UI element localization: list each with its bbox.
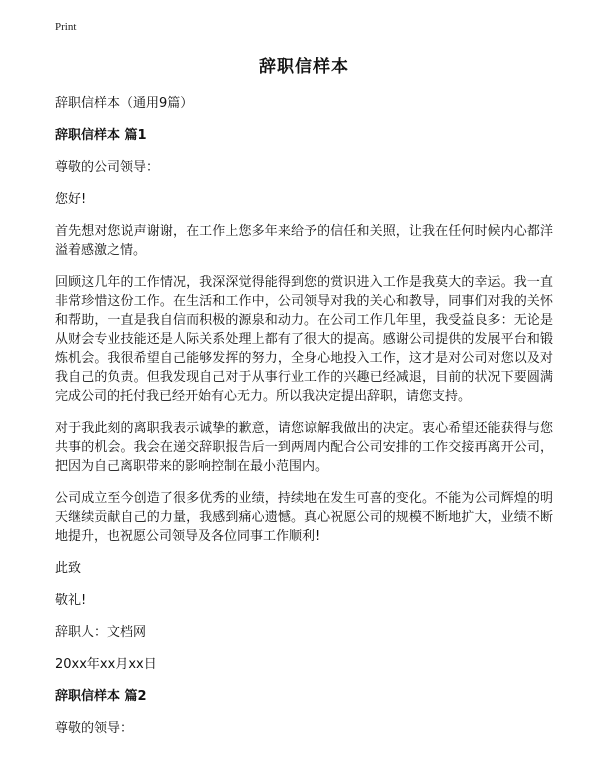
section-heading-1: 辞职信样本 篇1 bbox=[55, 128, 147, 143]
date: 20xx年xx月xx日 bbox=[55, 657, 157, 672]
closing-line-1: 此致 bbox=[55, 561, 82, 576]
paragraph-4: 公司成立至今创造了很多优秀的业绩，持续地在发生可喜的变化。不能为公司辉煌的明天继续贡献自己的力量，我感到痛心遗憾。真心祝愿公司的规模不断地扩大，业绩不断地提升，也祝愿公司领导及各位同事工作顺利! bbox=[55, 491, 553, 544]
greeting: 您好! bbox=[55, 192, 87, 207]
print-label: Print bbox=[55, 21, 77, 33]
paragraph-3: 对于我此刻的离职我表示诚挚的歉意，请您谅解我做出的决定。衷心希望还能获得与您共事的机会。我会在递交辞职报告后一到两周内配合公司安排的工作交接再离开公司，把因为自己离职带来的影响控制在最小范围内。 bbox=[55, 421, 553, 474]
document-subtitle: 辞职信样本（通用9篇） bbox=[55, 96, 194, 111]
paragraph-2: 回顾这几年的工作情况，我深深觉得能得到您的赏识进入工作是我莫大的幸运。我一直非常珍惜这份工作。在生活和工作中，公司领导对我的关心和教导，同事们对我的关怀和帮助，一直是我自信而积极的源泉和动力。在公司工作几年里，我受益良多：无论是从财会专业技能还是人际关系处理上都有了很大的提高。感谢公司提供的发展平台和锻炼机会。我很希望自己能够发挥的努力，全身心地投入工作，这才是对公司对您以及对我自己的负责。但我发现自己对于从事行业工作的兴趣已经减退，目前的状况下要圆满完成公司的托付我已经开始有心无力。所以我决定提出辞职，请您支持。 bbox=[55, 275, 553, 404]
salutation-2: 尊敬的领导： bbox=[55, 721, 134, 736]
document-body bbox=[55, 52, 553, 751]
page-title: 辞职信样本 bbox=[259, 57, 349, 77]
salutation-1: 尊敬的公司领导： bbox=[55, 160, 160, 175]
paragraph-1: 首先想对您说声谢谢，在工作上您多年来给予的信任和关照，让我在任何时候内心都洋溢着感激之情。 bbox=[55, 224, 553, 258]
section-heading-2: 辞职信样本 篇2 bbox=[55, 689, 147, 704]
closing-line-2: 敬礼! bbox=[55, 593, 87, 608]
signer: 辞职人：文档网 bbox=[55, 625, 147, 640]
